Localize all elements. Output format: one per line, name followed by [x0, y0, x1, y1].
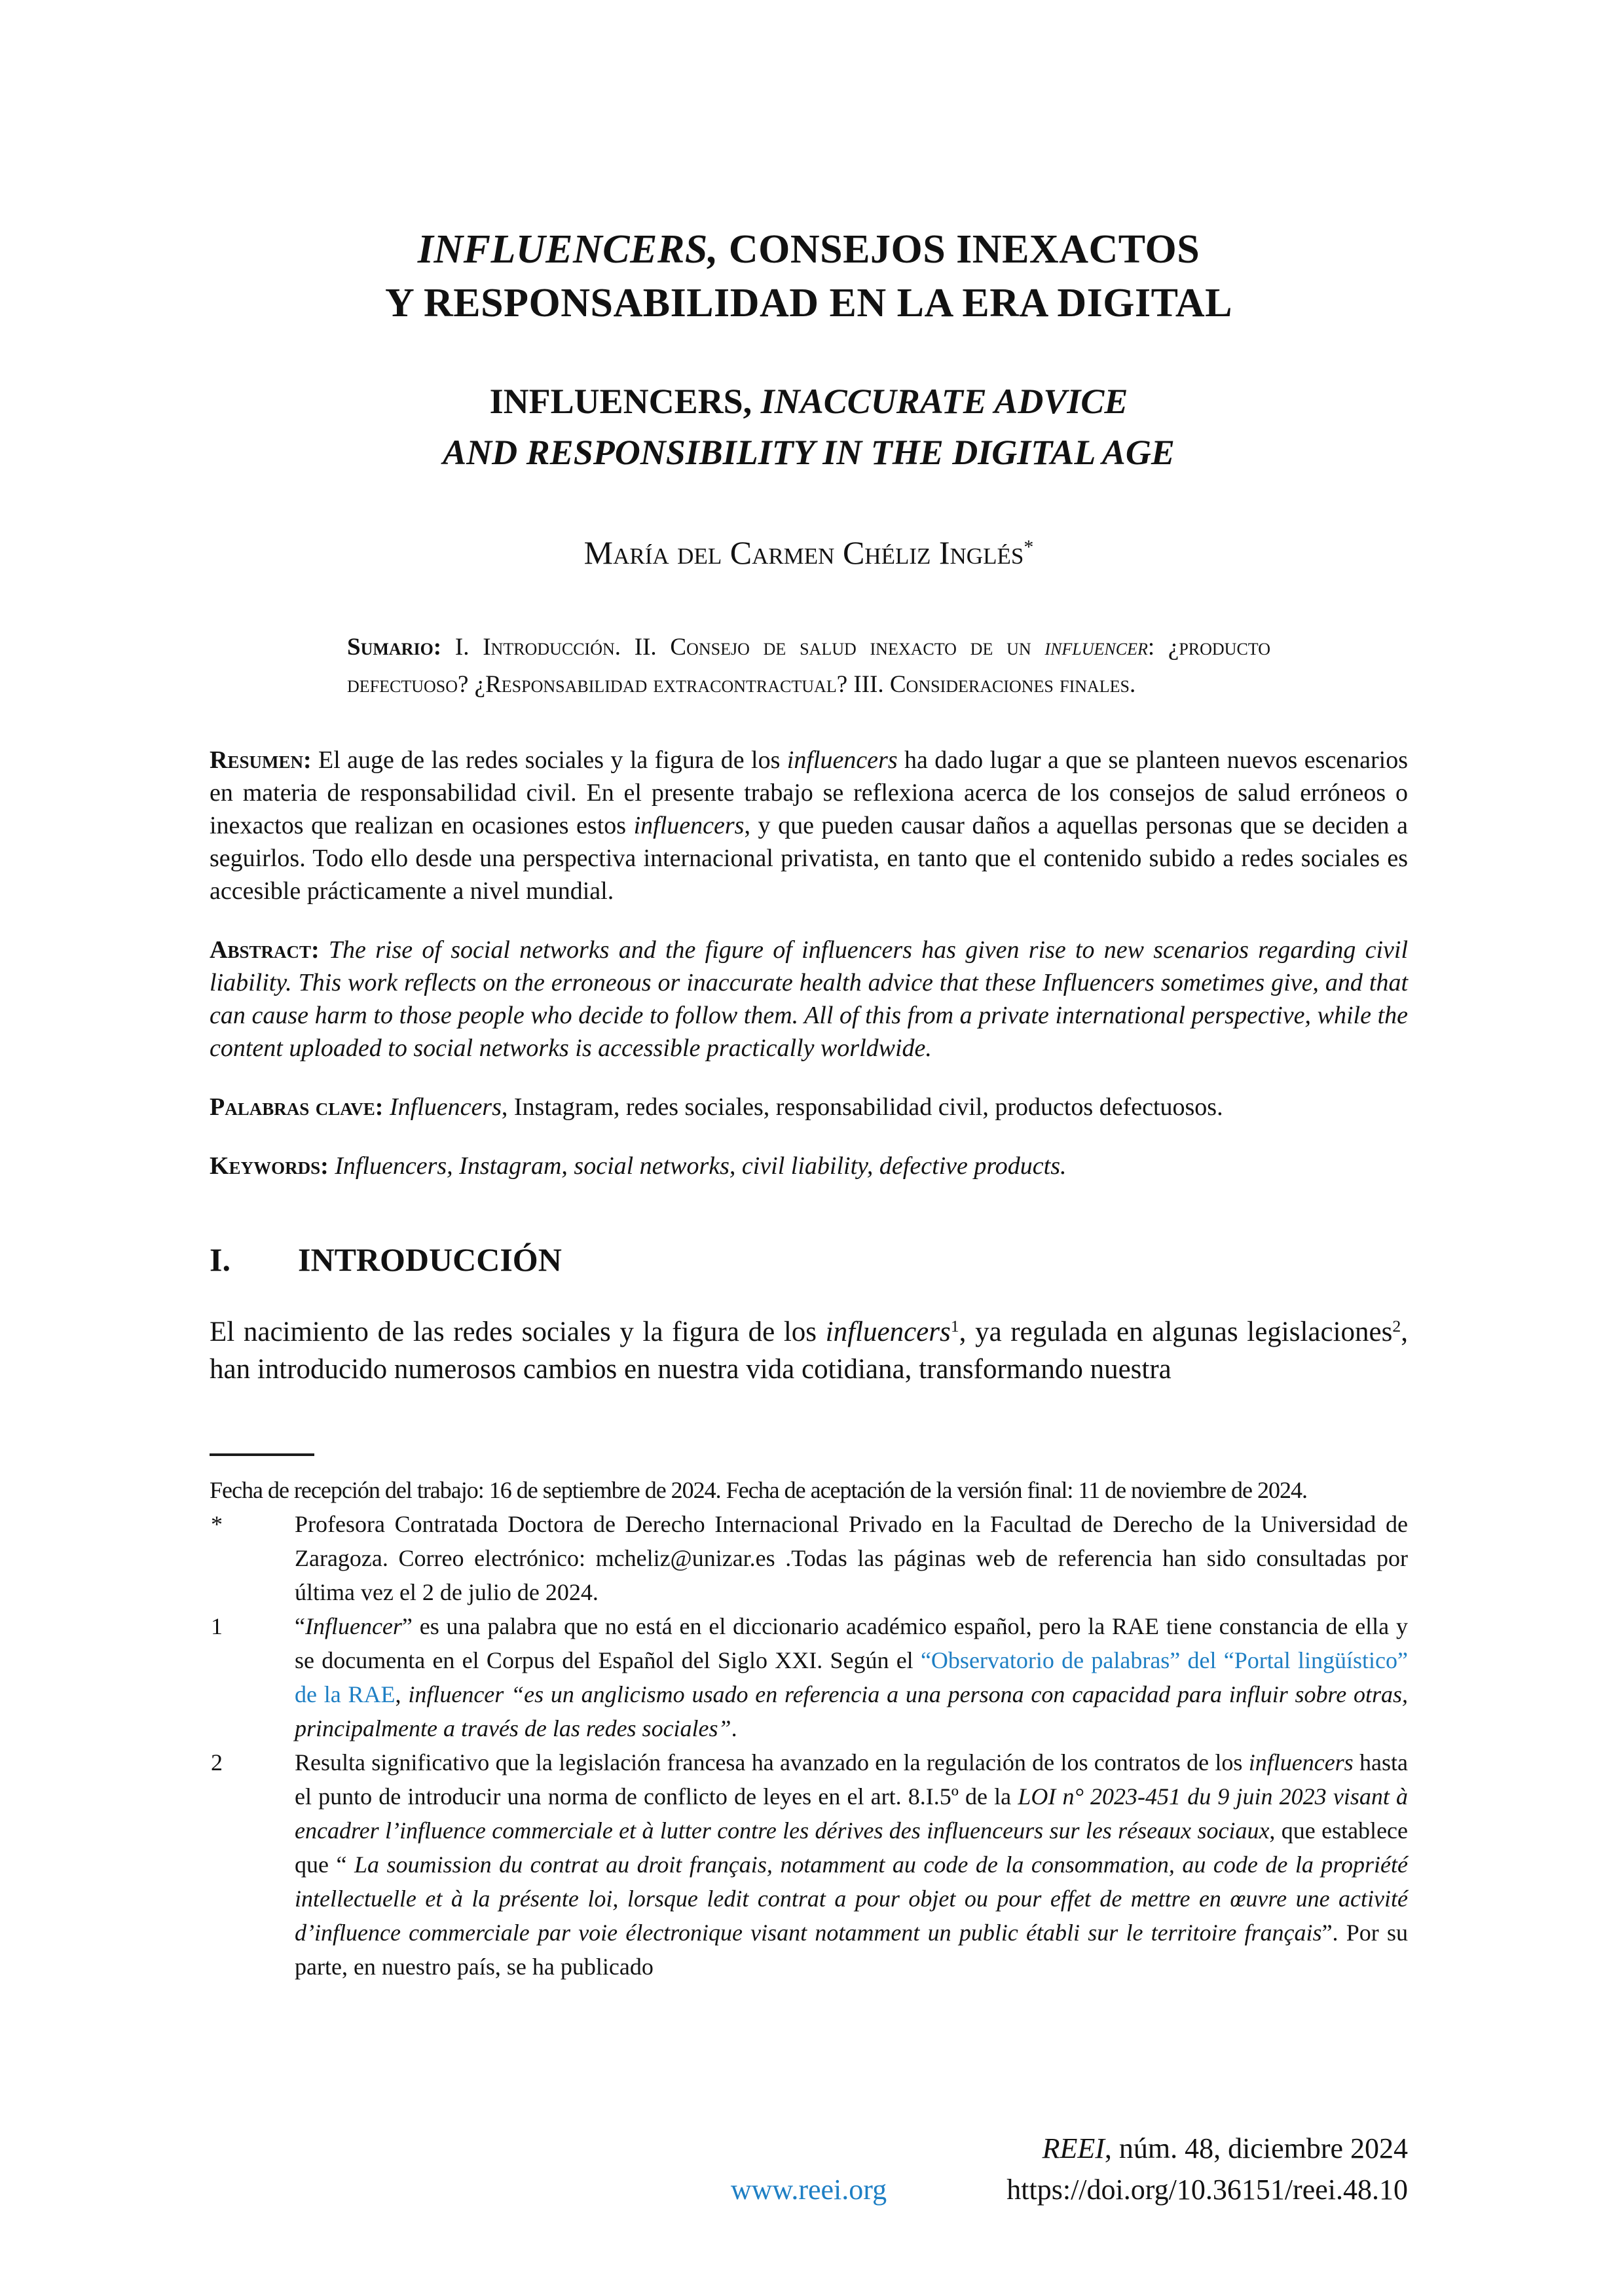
reception-dates-line: Fecha de recepción del trabajo: 16 de septiembre de 2024. Fecha de aceptación de la versión final: 11 de noviembre de 2024. [210, 1477, 1307, 1503]
sumario-block: Sumario: I. Introducción. II. Consejo de salud inexacto de un influencer: ¿producto defectuoso? ¿Responsabilidad extracontractual? III. Consideraciones finales. [347, 634, 1270, 698]
footnote-2 [210, 1745, 1408, 1984]
section-heading-introduccion [210, 1239, 1408, 1281]
section-number: I. [210, 1241, 231, 1278]
footnote-star [210, 1507, 1408, 1609]
footnote-text: “Influencer” es una palabra que no está en el diccionario académico español, pero la RAE tiene constancia de ella y se documenta en el Corpus del Español del Siglo XXI. Según el “Observatorio de palabras” del “Portal lingüístico” de la RAE, influencer “es un anglicismo usado en referencia a una persona con capacidad para influir sobre otras, principalmente a través de las redes sociales”. [295, 1613, 1409, 1741]
footnotes-block [210, 1473, 1408, 1984]
footnote-marker: * [211, 1511, 223, 1537]
footnote-separator [210, 1453, 314, 1456]
author-name: María del Carmen Chéliz Inglés* [583, 534, 1034, 571]
palabras-clave-paragraph: Palabras clave: Influencers, Instagram, redes sociales, responsabilidad civil, productos defectuosos. [210, 1093, 1223, 1121]
footnote-marker: 1 [211, 1613, 223, 1639]
rae-observatorio-link[interactable]: “Observatorio de palabras” del “Portal lingüístico” de la RAE [295, 1647, 1408, 1707]
footnote-text: Resulta significativo que la legislación francesa ha avanzado en la regulación de los contratos de los influencers hasta el punto de introducir una norma de conflicto de leyes en el art. 8.I.5º de la LOI n° 2023-451 du 9 juin 2023 visant à encadrer l’influence commerciale et à lutter contre les dérives des influenceurs sur les réseaux sociaux, que establece que “ La soumission du contrat au droit français, notamment au code de la consommation, au code de la propriété intellectuelle et à la présente loi, lorsque ledit contrat a pour objet ou pour effet de mettre en œuvre une activité d’influence commerciale par voie électronique visant notamment un public établi sur le territoire français”. Por su parte, en nuestro país, se ha publicado [295, 1749, 1409, 1980]
article-title-es: INFLUENCERS, CONSEJOS INEXACTOS Y RESPONSABILIDAD EN LA ERA DIGITAL [385, 227, 1232, 325]
abstract-paragraph: Abstract: The rise of social networks and the figure of influencers has given rise to new scenarios regarding civil liability. This work reflects on the erroneous or inaccurate health advice that these Influencers sometimes give, and that can cause harm to those people who decide to follow them. All of this from a private international perspective, while the content uploaded to social networks is accessible practically worldwide. [210, 936, 1409, 1062]
section-title: INTRODUCCIÓN [298, 1241, 562, 1278]
intro-paragraph: El nacimiento de las redes sociales y la figura de los influencers$^1$, ya regulada en algunas legislaciones$^2$, han introducido numerosos cambios en nuestra vida cotidiana, transformando nuestra [210, 1316, 1408, 1385]
footnote-marker: 2 [211, 1749, 223, 1776]
footnote-text: Profesora Contratada Doctora de Derecho Internacional Privado en la Facultad de Derecho de la Universidad de Zaragoza. Correo electrónico: mcheliz@unizar.es .Todas las páginas web de referencia han sido consultadas por última vez el 2 de julio de 2024. [295, 1511, 1408, 1605]
text-column [0, 223, 1624, 1984]
journal-issue: REEI, núm. 48, diciembre 2024 [1042, 2132, 1408, 2164]
reei-site-link[interactable]: www.reei.org [730, 2174, 887, 2206]
page-footer [210, 2128, 1408, 2210]
footnote-1 [210, 1609, 1408, 1745]
doi-link[interactable]: https://doi.org/10.36151/reei.48.10 [1006, 2174, 1408, 2206]
article-title-en: INFLUENCERS, INACCURATE ADVICE AND RESPONSIBILITY IN THE DIGITAL AGE [443, 382, 1175, 472]
resumen-paragraph: Resumen: El auge de las redes sociales y la figura de los influencers ha dado lugar a que se planteen nuevos escenarios en materia de responsabilidad civil. En el presente trabajo se reflexiona acerca de los consejos de salud erróneos o inexactos que realizan en ocasiones estos influencers, y que pueden causar daños a aquellas personas que se deciden a seguirlos. Todo ello desde una perspectiva internacional privatista, en tanto que el contenido subido a redes sociales es accesible prácticamente a nivel mundial. [210, 746, 1408, 905]
keywords-paragraph: Keywords: Influencers, Instagram, social networks, civil liability, defective products. [210, 1152, 1067, 1180]
